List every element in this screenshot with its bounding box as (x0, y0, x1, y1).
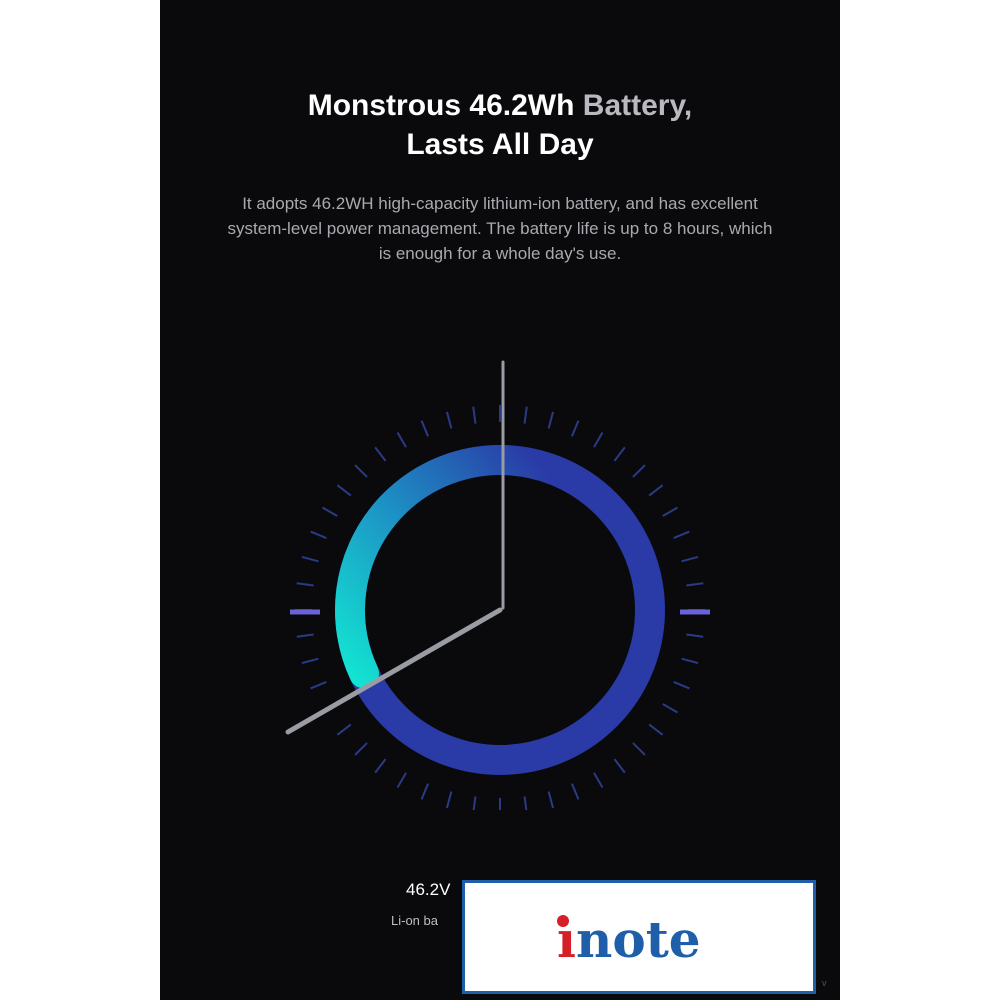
dial-tick (594, 432, 603, 447)
headline (160, 86, 840, 164)
corner-mark: v (822, 978, 827, 988)
inote-logo (462, 880, 816, 994)
dial-tick (572, 421, 579, 437)
dial-tick (302, 659, 318, 663)
laptop-illustration (288, 362, 503, 732)
headline-line-2: Lasts All Day (406, 128, 594, 161)
dial-tick (549, 792, 553, 808)
dial-tick (674, 682, 690, 689)
battery-dial (160, 350, 840, 810)
dial-tick (355, 465, 367, 477)
battery-promo-panel (160, 0, 840, 1000)
dial-tick (674, 532, 690, 539)
dial-tick (375, 447, 385, 460)
dial-tick (422, 784, 429, 800)
headline-muted: Battery, (574, 89, 693, 122)
dial-tick (682, 659, 698, 663)
dial-tick (614, 759, 624, 772)
dial-tick (337, 485, 350, 495)
dial-tick (649, 724, 662, 734)
description: It adopts 46.2WH high-capacity lithium-ion battery, and has excellent system-level power management. The battery life is up to 8 hours, which is enough for a whole day's use. (227, 194, 773, 263)
dial-tick (447, 792, 451, 808)
dial-tick (322, 508, 337, 517)
dial-tick (297, 583, 314, 585)
inote-logo-wordmark (465, 883, 813, 991)
dial-tick (663, 704, 678, 713)
dial-tick (297, 635, 314, 637)
dial-tick (473, 407, 475, 424)
dial-tick (633, 465, 645, 477)
dial-tick (649, 485, 662, 495)
dial-tick (311, 532, 327, 539)
headline-bright: Monstrous 46.2Wh (307, 89, 575, 122)
dial-tick (594, 773, 603, 788)
dial-tick (447, 412, 451, 428)
dial-tick (663, 508, 678, 517)
battery-spec-value: 46.2V (406, 880, 451, 899)
dial-tick (682, 557, 698, 561)
dial-tick (614, 447, 624, 460)
dial-tick (398, 773, 407, 788)
dial-tick (525, 407, 527, 424)
dial-tick (549, 412, 553, 428)
dial-tick (686, 583, 703, 585)
dial-tick (525, 796, 527, 810)
dial-tick (337, 724, 350, 734)
dial-tick (422, 421, 429, 437)
dial-tick (633, 743, 645, 755)
dial-tick (311, 682, 327, 689)
dial-tick (686, 635, 703, 637)
dial-tick (355, 743, 367, 755)
dial-tick (473, 796, 475, 810)
battery-spec-label: Li-on ba (391, 913, 438, 928)
dial-tick (572, 784, 579, 800)
dial-tick (302, 557, 318, 561)
svg-text:ınote: ınote (557, 910, 701, 969)
dial-tick (398, 432, 407, 447)
dial-tick (375, 759, 385, 772)
